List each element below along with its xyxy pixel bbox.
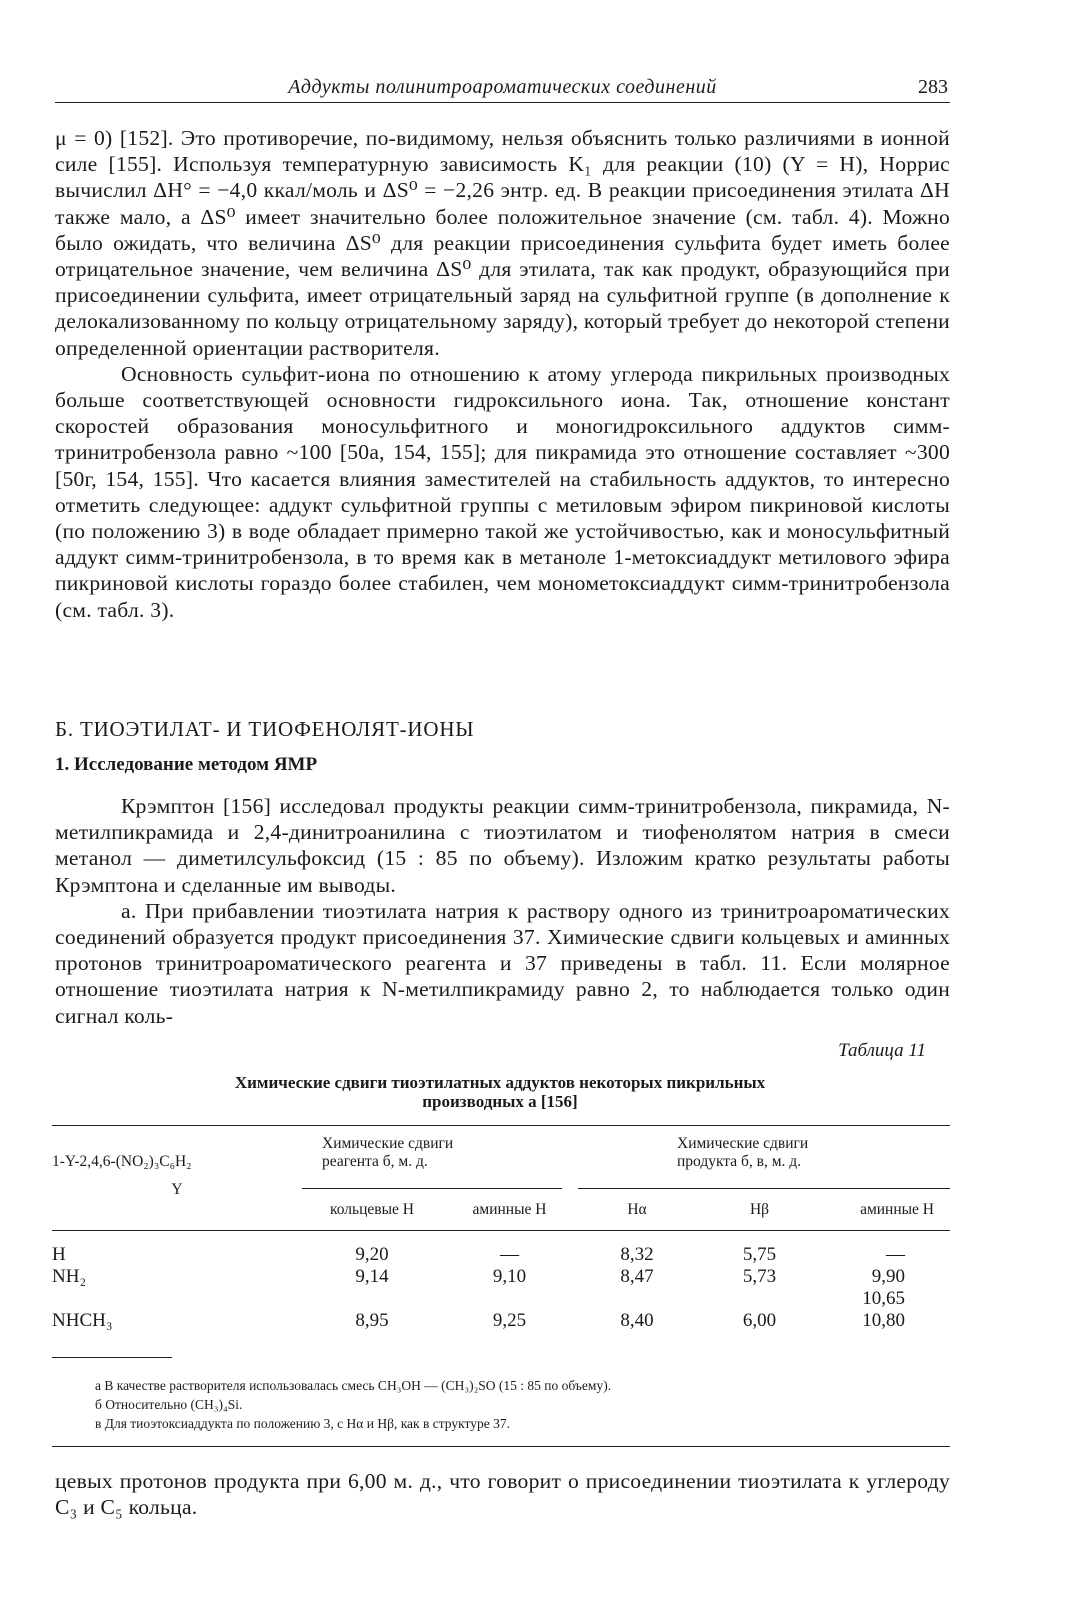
cell-ha: 8,40: [620, 1310, 654, 1331]
section-heading: Б. ТИОЭТИЛАТ- И ТИОФЕНОЛЯТ-ИОНЫ: [55, 717, 475, 741]
cell-ha: 8,47: [620, 1266, 654, 1287]
header-h-beta: Hβ: [749, 1200, 770, 1218]
paragraph-3: Крэмптон [156] исследовал продукты реакции симм-тринитробензола, пикрамида, N-метилпикрамида и 2,4-динитроанилина с тиоэтилатом и тиофенолятом натрия в смеси метанол — диметилсульфоксид (15 : 85 по объему). Изложим кратко результаты работы Крэмптона и сделанные им выводы.: [55, 794, 950, 897]
cell-hb: 6,00: [742, 1310, 777, 1331]
subsection: [55, 754, 950, 776]
footnote-rule: [52, 1357, 172, 1358]
header-amine-h-product: аминные H: [860, 1200, 934, 1218]
running-title: Аддукты полинитроароматических соединений: [288, 76, 717, 98]
paragraph-4: а. При прибавлении тиоэтилата натрия к раствору одного из тринитроароматических соединений образуется продукт присоединения 37. Химические сдвиги кольцевых и аминных протонов тринитроароматического реагента и 37 приведены в табл. 11. Если молярное отношение тиоэтилата натрия к N-метилпикрамиду равно 2, то наблюдается только один сигнал коль-: [55, 898, 950, 1028]
header-product-group: Химические сдвиги продукта б, в, м. д.: [677, 1135, 809, 1170]
cell-ha: [577, 1288, 697, 1310]
table-row: [52, 1244, 950, 1266]
cell-ring: 9,20: [355, 1244, 389, 1265]
cell-amine: [442, 1288, 577, 1310]
cell-amine: —: [500, 1244, 519, 1265]
footnote-c: в Для тиоэтоксиаддукта по положению 3, с Hα и Hβ, как в структуре 37.: [95, 1416, 510, 1431]
cell-ring: 8,95: [355, 1310, 389, 1331]
footnote-a: а В качестве растворителя использовалась смесь CH₃OH — (CH₃)₂SO (15 : 85 по объему).: [95, 1378, 612, 1393]
header-h-alpha: Hα: [627, 1200, 647, 1218]
header-ring-h: кольцевые H: [330, 1200, 414, 1218]
header-compound: 1-Y-2,4,6-(NO₂)₃C₆H₂: [52, 1153, 192, 1170]
cell-amine2: —: [886, 1244, 905, 1265]
cell-y: H: [52, 1244, 66, 1265]
body-text-top: [55, 125, 950, 623]
chemical-shift-table: [52, 1125, 950, 1332]
cell-amine: 9,10: [492, 1266, 527, 1287]
table-row: [52, 1288, 950, 1310]
cell-amine2: 10,80: [862, 1310, 905, 1331]
cell-amine2: 9,90: [871, 1266, 905, 1287]
body-text-mid: [55, 793, 950, 1029]
table-caption: Таблица 11: [838, 1040, 926, 1061]
table-title: Химические сдвиги тиоэтилатных аддуктов некоторых пикрильных производных а [156]: [234, 1073, 766, 1111]
page-number: 283: [918, 76, 948, 98]
cell-ring: 9,14: [355, 1266, 389, 1287]
header-y: Y: [171, 1181, 183, 1198]
paragraph-2: Основность сульфит-иона по отношению к атому углерода пикрильных производных больше соответствующей основности гидроксильного иона. Так, отношение констант скоростей образования моносульфитного и моногидроксильного аддуктов симм-тринитробензола равно ~100 [50а, 154, 155]; для пикрамида это отношение составляет ~300 [50г, 154, 155]. Что касается влияния заместителей на стабильность аддуктов, то интересно отметить следующее: аддукт сульфитной группы с метиловым эфиром пикриновой кислоты (по положению 3) в воде обладает примерно такой же устойчивостью, как и моносульфитный аддукт симм-тринитробензола, в то время как в метаноле 1-метоксиаддукт метилового эфира пикриновой кислоты гораздо более стабилен, чем монометоксиаддукт симм-тринитробензола (см. табл. 3).: [55, 361, 950, 622]
header-reagent-group: Химические сдвиги реагента б, м. д.: [322, 1135, 454, 1170]
cell-amine2: 10,65: [862, 1288, 905, 1309]
table-row: [52, 1310, 950, 1332]
cell-amine: 9,25: [492, 1310, 527, 1331]
body-text-bottom: [55, 1468, 950, 1520]
section-b: [55, 717, 950, 742]
cell-hb: 5,75: [742, 1244, 777, 1265]
cell-y: NHCH₃: [52, 1310, 113, 1331]
table-rule-bottom: [52, 1446, 950, 1447]
subsection-heading: 1. Исследование методом ЯМР: [55, 754, 318, 775]
cell-y: NH₂: [52, 1266, 87, 1287]
paragraph-5: цевых протонов продукта при 6,00 м. д., что говорит о присоединении тиоэтилата к углероду C₃ и C₅ кольца.: [55, 1469, 950, 1520]
cell-ring: [302, 1288, 442, 1310]
cell-hb: [697, 1288, 822, 1310]
cell-y: [52, 1288, 302, 1310]
table-row: [52, 1266, 950, 1288]
paragraph-1: μ = 0) [152]. Это противоречие, по-видимому, нельзя объяснить только различиями в ионной силе [155]. Используя температурную зависимость K₁ для реакции (10) (Y = H), Норрис вычислил ΔH° = −4,0 ккал/моль и ΔS⁰ = −2,26 энтр. ед. В реакции присоединения этилата ΔH также мало, а ΔS⁰ имеет значительно более положительное значение (см. табл. 4). Можно было ожидать, что величина ΔS⁰ для реакции присоединения сульфита будет иметь более отрицательное значение, чем величина ΔS⁰ для этилата, так как продукт, образующийся при присоединении сульфита, имеет отрицательный заряд на сульфитной группе (в дополнение к делокализованному по кольцу отрицательному заряду), который требует до некоторой степени определенной ориентации растворителя.: [55, 126, 950, 360]
footnote-b: б Относительно (CH₃)₄Si.: [95, 1397, 243, 1412]
header-amine-h: аминные H: [472, 1200, 547, 1218]
cell-hb: 5,73: [742, 1266, 777, 1287]
cell-ha: 8,32: [620, 1244, 654, 1265]
running-header: [55, 72, 950, 103]
